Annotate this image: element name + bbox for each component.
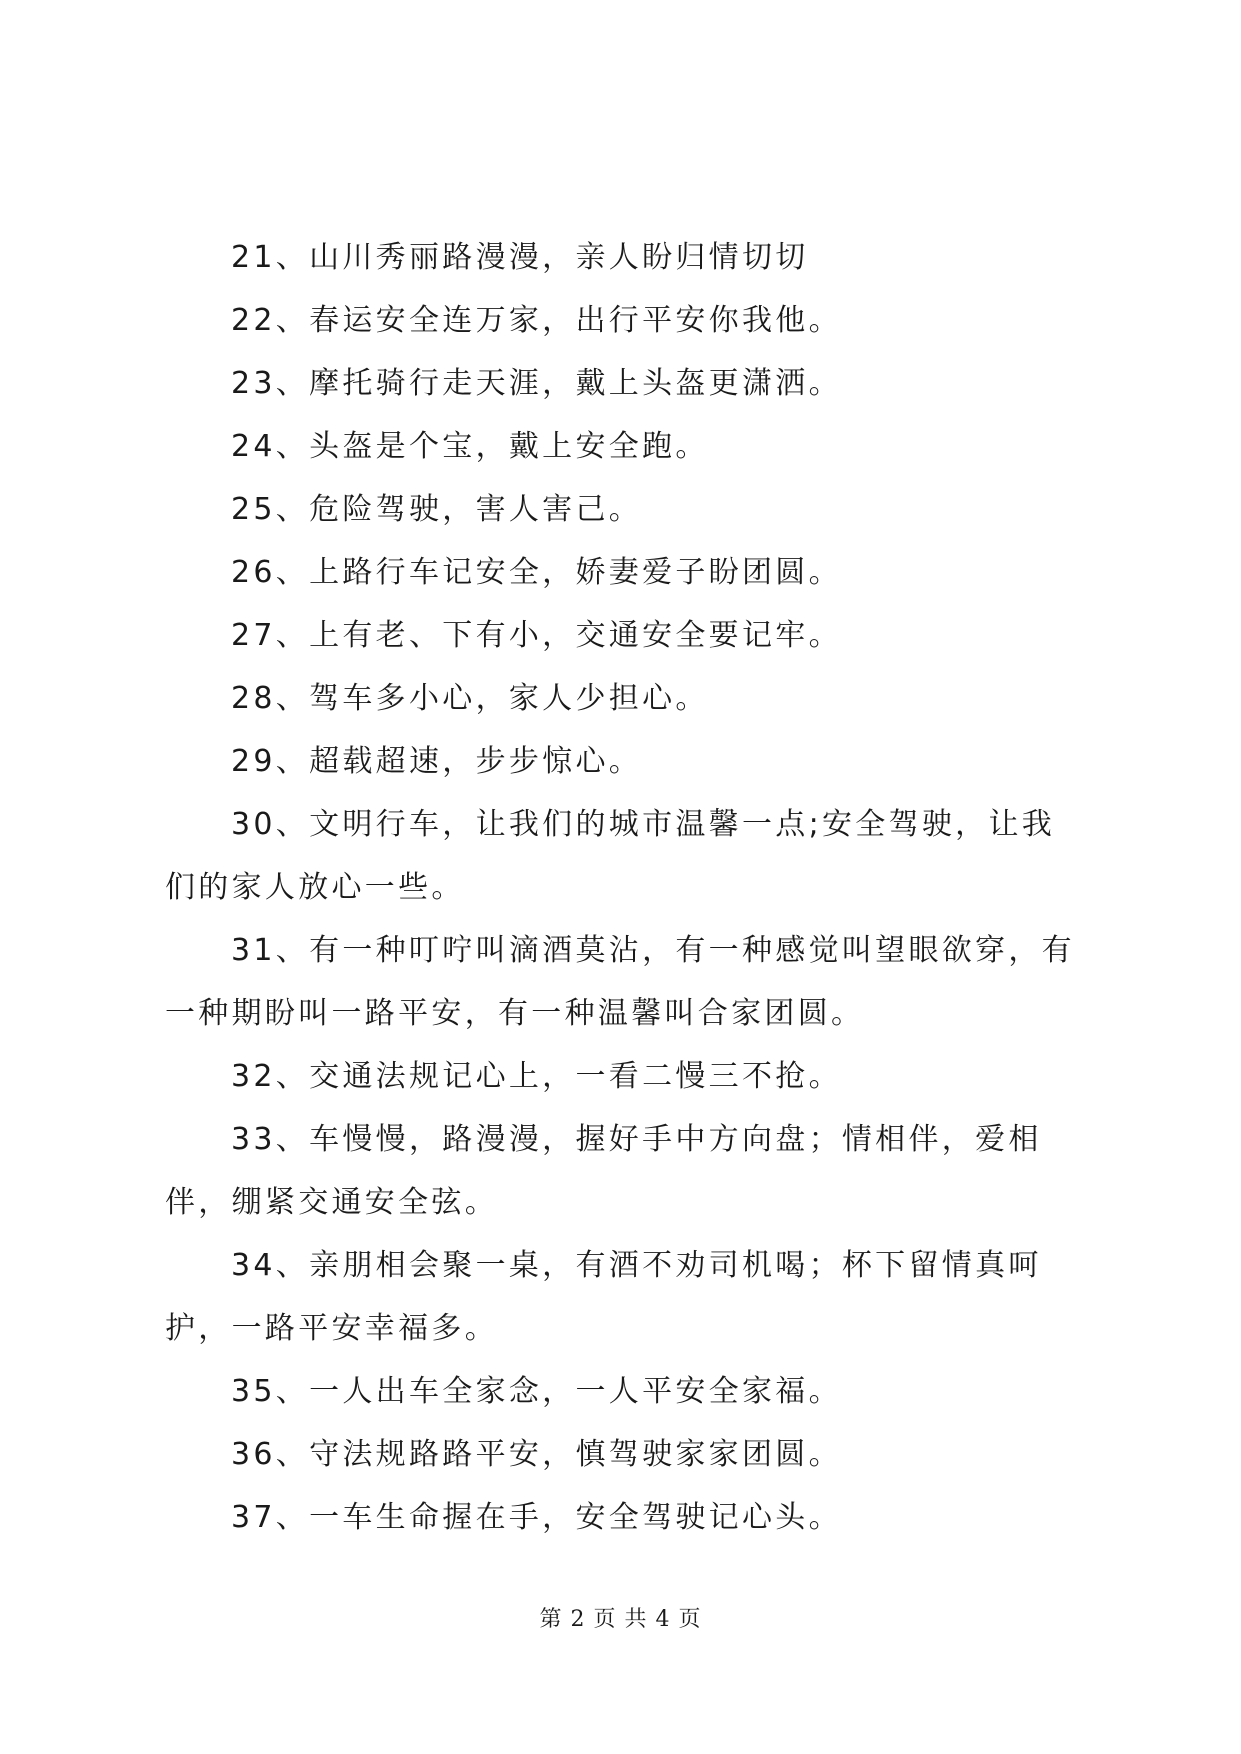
paragraph-24: 24、头盔是个宝，戴上安全跑。 <box>231 429 709 464</box>
paragraph-29: 29、超载超速，步步惊心。 <box>231 744 643 779</box>
paragraph-32: 32、交通法规记心上，一看二慢三不抢。 <box>231 1059 842 1094</box>
paragraph-35: 35、一人出车全家念，一人平安全家福。 <box>231 1374 842 1409</box>
paragraph-23: 23、摩托骑行走天涯，戴上头盔更潇洒。 <box>231 366 842 401</box>
paragraph-26: 26、上路行车记安全，娇妻爱子盼团圆。 <box>231 555 842 590</box>
paragraph-37: 37、一车生命握在手，安全驾驶记心头。 <box>231 1500 842 1535</box>
paragraph-25: 25、危险驾驶，害人害己。 <box>231 492 643 527</box>
page-number-footer: 第 2 页 共 4 页 <box>539 1607 702 1632</box>
paragraph-27: 27、上有老、下有小，交通安全要记牢。 <box>231 618 842 653</box>
paragraph-22: 22、春运安全连万家，出行平安你我他。 <box>231 303 842 338</box>
document-body <box>165 226 1085 1549</box>
paragraph-28: 28、驾车多小心，家人少担心。 <box>231 681 709 716</box>
paragraph-31: 31、有一种叮咛叫滴酒莫沾，有一种感觉叫望眼欲穿，有一种期盼叫一路平安，有一种温馨叫合家团圆。 <box>165 933 1075 1031</box>
paragraph-30: 30、文明行车，让我们的城市温馨一点;安全驾驶，让我们的家人放心一些。 <box>165 807 1056 905</box>
paragraph-34: 34、亲朋相会聚一桌，有酒不劝司机喝；杯下留情真呵护，一路平安幸福多。 <box>165 1248 1042 1346</box>
paragraph-33: 33、车慢慢，路漫漫，握好手中方向盘；情相伴，爱相伴，绷紧交通安全弦。 <box>165 1122 1042 1220</box>
paragraph-21: 21、山川秀丽路漫漫，亲人盼归情切切 <box>231 240 809 275</box>
paragraph-36: 36、守法规路路平安，慎驾驶家家团圆。 <box>231 1437 842 1472</box>
